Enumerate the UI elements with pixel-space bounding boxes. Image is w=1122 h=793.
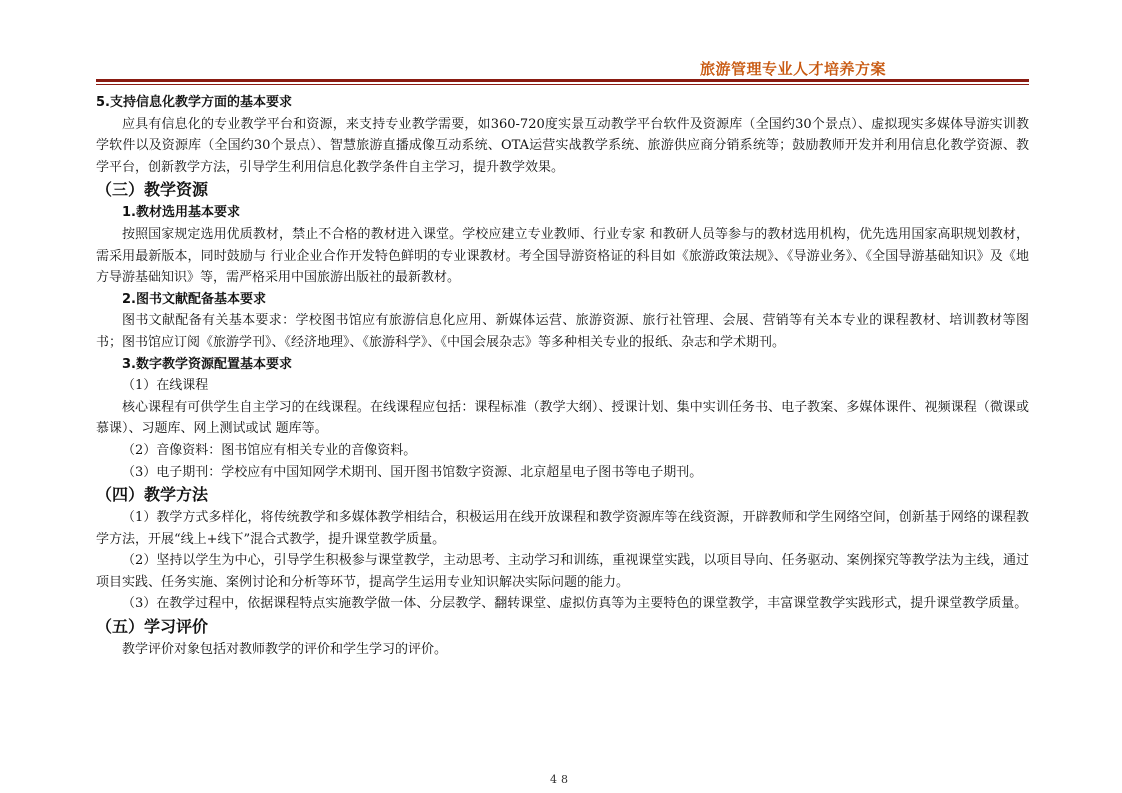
paragraph-method-2: （2）坚持以学生为中心，引导学生积极参与课堂教学，主动思考、主动学习和训练，重视课堂实践，以项目导向、任务驱动、案例探究等教学法为主线，通过项目实践、任务实施、案例讨论和分析等环节，提高学生运用专业知识解决实际问题的能力。 [96,553,1029,590]
list-item-e-journals: （3）电子期刊：学校应有中国知网学术期刊、国开图书馆数字资源、北京超星电子图书等电子期刊。 [122,464,703,480]
subsection-heading-digital-resources: 3.数字教学资源配置基本要求 [122,356,292,372]
list-item-online-courses: （1）在线课程 [122,378,209,394]
paragraph-informatization: 应具有信息化的专业教学平台和资源，来支持专业教学需要，如360-720度实景互动教学平台软件及资源库（全国约30个景点）、虚拟现实多媒体导游实训教学软件以及资源库（全国约30个景点）、智慧旅游直播成像互动系统、OTA运营实战教学系统、旅游供应商分销系统等；鼓励教师开发并利用信息化教学资源、教学平台，创新教学方法，引导学生利用信息化教学条件自主学习，提升教学效果。 [96,116,1029,175]
subsection-heading-library: 2.图书文献配备基本要求 [122,291,266,307]
header-rule-thick [96,79,1029,82]
paragraph-evaluation: 教学评价对象包括对教师教学的评价和学生学习的评价。 [122,642,448,658]
paragraph-method-1: （1）教学方式多样化，将传统教学和多媒体教学相结合，积极运用在线开放课程和教学资源库等在线资源，开辟教师和学生网络空间，创新基于网络的课程教学方法，开展“线上+线下”混合式教学，提升课堂教学质量。 [96,510,1029,547]
page-number: 48 [550,773,572,786]
list-item-audio-video: （2）音像资料：图书馆应有相关专业的音像资料。 [122,442,417,458]
header-rule-thin [96,84,1029,85]
section-heading-teaching-resources: （三）教学资源 [96,180,209,200]
paragraph-method-3: （3）在教学过程中，依据课程特点实施教学做一体、分层教学、翻转课堂、虚拟仿真等为主要特色的课堂教学，丰富课堂教学实践形式，提升课堂教学质量。 [122,596,1028,612]
paragraph-textbooks: 按照国家规定选用优质教材，禁止不合格的教材进入课堂。学校应建立专业教师、行业专家 和教研人员等参与的教材选用机构，优先选用国家高职规划教材，需采用最新版本，同时鼓励与 行业企业合作开发特色鲜明的专业课教材。考全国导游资格证的科目如《旅游政策法规》、《导游业务》、《全国导游基础知识》及《地方导游基础知识》等，需严格采用中国旅游出版社的最新教材。 [96,226,1029,286]
section-heading-teaching-methods: （四）教学方法 [96,485,209,505]
subsection-heading-textbooks: 1.教材选用基本要求 [122,205,240,221]
document-header-title: 旅游管理专业人才培养方案 [699,60,886,78]
subsection-heading-5: 5.支持信息化教学方面的基本要求 [96,95,292,110]
paragraph-online-courses: 核心课程有可供学生自主学习的在线课程。在线课程应包括：课程标准（教学大纲）、授课计划、集中实训任务书、电子教案、多媒体课件、视频课程（微课或慕课）、习题库、网上测试或试 题库等。 [96,399,1029,437]
document-body [96,92,1029,661]
section-heading-learning-evaluation: （五）学习评价 [96,617,209,637]
paragraph-library: 图书文献配备有关基本要求：学校图书馆应有旅游信息化应用、新媒体运营、旅游资源、旅行社管理、会展、营销等有关本专业的课程教材、培训教材等图书；图书馆应订阅《旅游学刊》、《经济地理》、《旅游科学》、《中国会展杂志》等多种相关专业的报纸、杂志和学术期刊。 [96,313,1029,350]
